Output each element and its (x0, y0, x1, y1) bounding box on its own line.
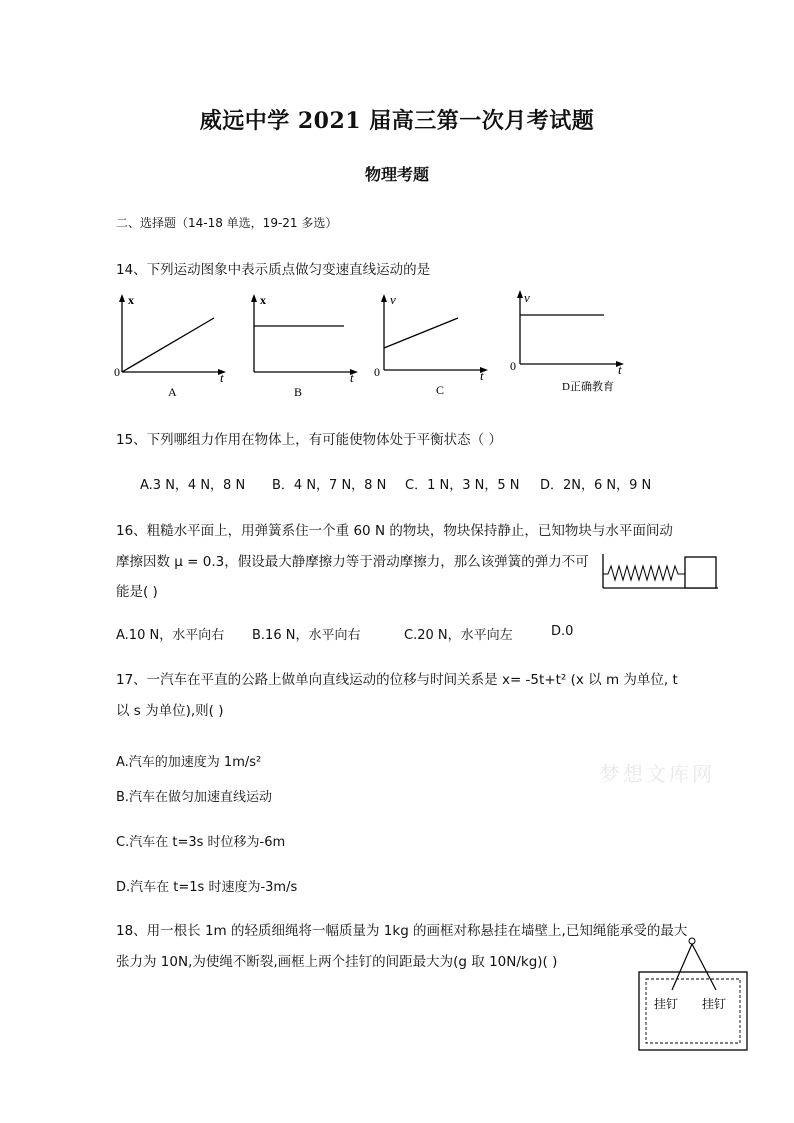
question-16-option-b: B.16 N，水平向右 (252, 628, 361, 643)
graph-a-xlabel: t (220, 370, 224, 385)
question-15-option-a: A.3 N，4 N，8 N (140, 478, 246, 493)
graph-a-origin: 0 (114, 365, 120, 379)
question-16-option-a: A.10 N，水平向右 (116, 628, 225, 643)
graph-c-label: C (436, 383, 445, 397)
question-17-line1: 17、一汽车在平直的公路上做单向直线运动的位移与时间关系是 x= -5t+t² (x 以 m 为单位, t (116, 672, 678, 688)
question-16-line3: 能是( ) (116, 584, 158, 600)
question-16-option-c: C.20 N，水平向左 (404, 628, 513, 643)
picture-frame-diagram (636, 934, 752, 1054)
question-15-option-c: C．1 N，3 N，5 N (405, 478, 520, 493)
graph-d-xlabel: t (618, 362, 622, 377)
graph-b-ylabel: x (260, 293, 266, 307)
spring-block-diagram (600, 552, 720, 594)
question-18-line2: 张力为 10N,为使绳不断裂,画框上两个挂钉的间距最大为(g 取 10N/kg)( ) (116, 954, 558, 970)
graph-d-ylabel: ν (524, 290, 530, 305)
question-16-line2: 摩擦因数 μ = 0.3，假设最大静摩擦力等于滑动摩擦力，那么该弹簧的弹力不可 (116, 554, 589, 570)
watermark: 梦想文库网 (600, 762, 715, 786)
left-nail-label: 挂钉 (654, 997, 679, 1011)
question-14-text: 14、下列运动图象中表示质点做匀变速直线运动的是 (116, 262, 431, 278)
section-heading: 二、选择题（14-18 单选，19-21 多选） (116, 216, 338, 230)
question-17-option-b: B.汽车在做匀加速直线运动 (116, 790, 273, 805)
graph-d-label: D正确教育 (562, 381, 614, 393)
graph-c-origin: 0 (374, 365, 380, 379)
page-title: 威远中学 2021 届高三第一次月考试题 (199, 108, 595, 134)
page-subtitle: 物理考题 (364, 165, 429, 184)
graph-d-origin: 0 (510, 359, 516, 373)
graph-b (242, 290, 362, 400)
question-15-text: 15、下列哪组力作用在物体上，有可能使物体处于平衡状态（ ） (116, 432, 502, 448)
question-17-option-d: D.汽车在 t=1s 时速度为-3m/s (116, 880, 298, 895)
graph-a-ylabel: x (128, 293, 134, 307)
graph-b-xlabel: t (350, 370, 354, 385)
question-17-line2: 以 s 为单位),则( ) (116, 703, 224, 719)
graph-b-label: B (294, 385, 303, 399)
question-17-option-c: C.汽车在 t=3s 时位移为-6m (116, 835, 286, 850)
question-18-line1: 18、用一根长 1m 的轻质细绳将一幅质量为 1kg 的画框对称悬挂在墙壁上,已知绳能承受的最大 (116, 923, 688, 939)
graph-a-label: A (168, 385, 177, 399)
right-nail-label: 挂钉 (702, 997, 727, 1011)
graph-c-ylabel: ν (390, 292, 396, 307)
graph-a (110, 290, 230, 400)
question-15-option-d: D．2N，6 N，9 N (540, 478, 652, 493)
question-17-option-a: A.汽车的加速度为 1m/s² (116, 755, 262, 770)
question-16-line1: 16、粗糙水平面上，用弹簧系住一个重 60 N 的物块，物块保持静止，已知物块与水平面间动 (116, 523, 673, 539)
graph-d (508, 286, 633, 398)
graph-c-xlabel: t (480, 368, 484, 383)
question-16-option-d: D.0 (551, 624, 574, 639)
question-15-option-b: B．4 N，7 N，8 N (272, 478, 387, 493)
graph-c (372, 290, 492, 400)
